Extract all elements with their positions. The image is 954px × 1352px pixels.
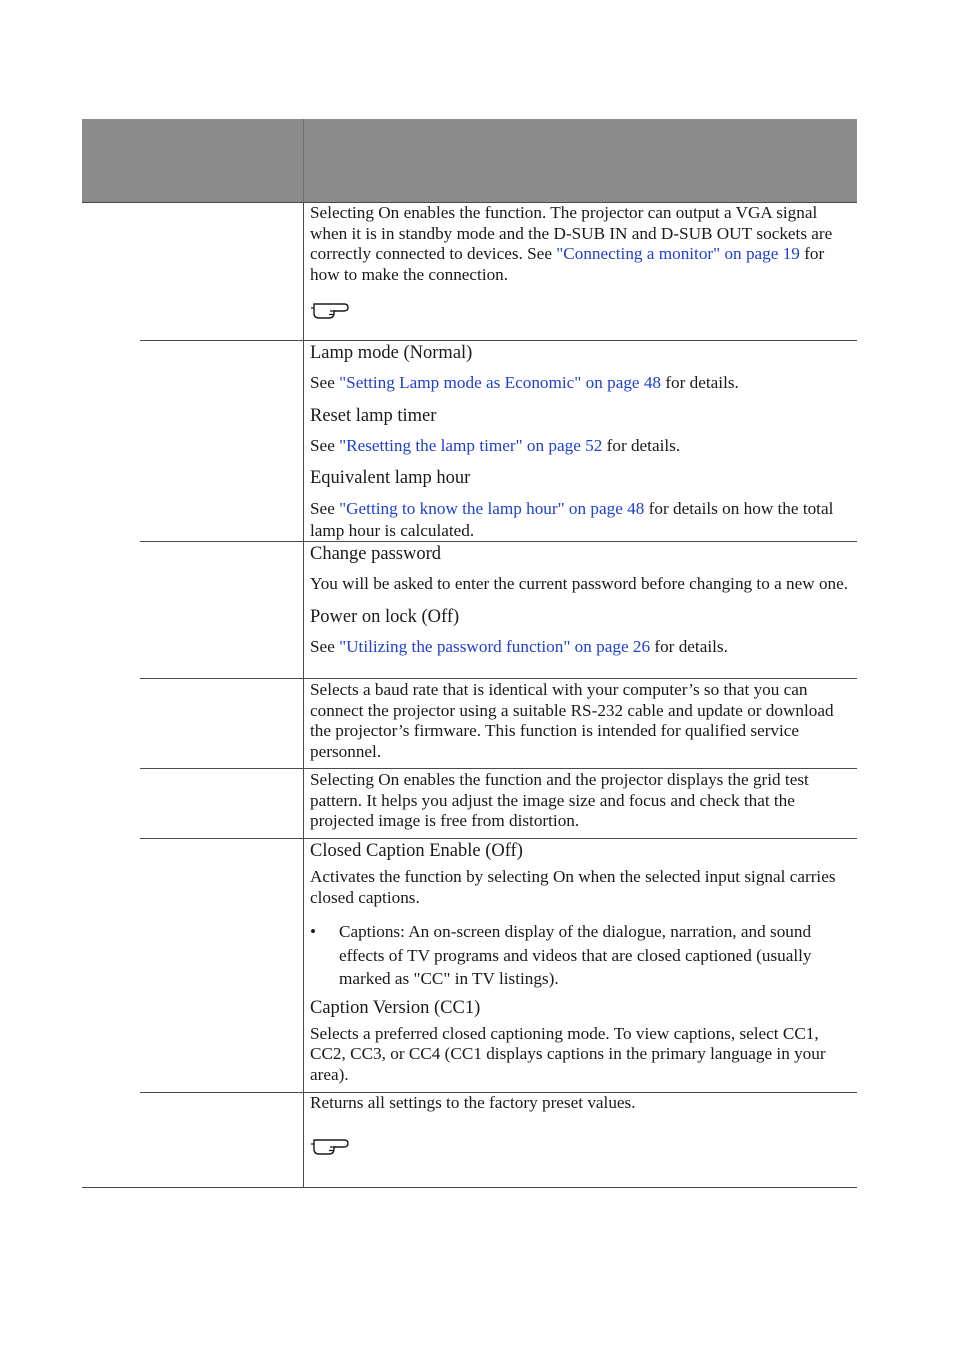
table-header <box>82 119 857 202</box>
power-on-lock-heading: Power on lock (Off) <box>310 606 460 627</box>
standby-output-text: Selecting On enables the function. The projector can output a VGA signal when it is in standby mode and the D-SUB IN and D-SUB OUT sockets are correctly connected to devices. See "Connecting a monitor" on page 19 for how to make the connection. <box>310 203 833 284</box>
bullet-mark: • <box>310 922 317 941</box>
test-pattern-description <box>310 770 852 832</box>
reset-lamp-timer-heading: Reset lamp timer <box>310 405 437 426</box>
password-function-link[interactable]: "Utilizing the password function" on page 26 <box>339 636 651 656</box>
table-bottom-rule <box>82 1187 857 1188</box>
equivalent-lamp-hour-heading: Equivalent lamp hour <box>310 468 471 488</box>
column-divider <box>303 202 304 1188</box>
on-value: On <box>552 867 574 886</box>
lamp-mode-heading: Lamp mode (Normal) <box>310 343 473 363</box>
table-header-function-column <box>82 119 304 202</box>
lamp-mode-text: See "Setting Lamp mode as Economic" on page 48 for details. <box>310 373 739 392</box>
reset-lamp-timer-text: See "Resetting the lamp timer" on page 52 for details. <box>310 435 681 455</box>
on-value: On <box>378 770 400 789</box>
reset-lamp-timer-link[interactable]: "Resetting the lamp timer" on page 52 <box>339 435 603 455</box>
baud-rate-text: Selects a baud rate that is identical with your computer’s so that you can connect the projector using a suitable RS-232 cable and update or download the projector’s firmware. This function is intended for qualified service personnel. <box>310 680 834 761</box>
captions-bullet-item <box>310 920 852 991</box>
lamp-mode-link[interactable]: "Setting Lamp mode as Economic" on page 48 <box>339 373 662 392</box>
closed-caption-description <box>310 840 852 1085</box>
lamp-settings-description <box>310 342 852 542</box>
power-on-lock-text: See "Utilizing the password function" on page 26 for details. <box>310 636 728 656</box>
row-rule <box>140 678 857 679</box>
caption-version-text: Selects a preferred closed captioning mode. To view captions, select CC1, CC2, CC3, or CC4 (CC1 displays captions in the primary language in your area). <box>310 1023 826 1084</box>
equivalent-lamp-hour-text: See "Getting to know the lamp hour" on page 48 for details on how the total lamp hour is calculated. <box>310 499 834 540</box>
change-password-heading: Change password <box>310 544 442 564</box>
change-password-text: You will be asked to enter the current password before changing to a new one. <box>310 574 849 593</box>
row-rule <box>140 340 857 341</box>
test-pattern-text: Selecting On enables the function and the projector displays the grid test pattern. It helps you adjust the image size and focus and check that the projected image is free from distortion. <box>310 770 809 830</box>
dsub-out-label: D-SUB OUT <box>660 223 753 243</box>
row-rule <box>140 768 857 769</box>
on-value: On <box>378 203 400 222</box>
note-hand-icon <box>310 1133 350 1157</box>
reset-all-description <box>310 1093 852 1157</box>
baud-rate-description <box>310 680 852 762</box>
closed-caption-enable-heading: Closed Caption Enable (Off) <box>310 841 523 861</box>
lamp-hour-link[interactable]: "Getting to know the lamp hour" on page 48 <box>339 499 645 518</box>
connecting-monitor-link[interactable]: "Connecting a monitor" on page 19 <box>556 244 800 263</box>
note-hand-icon <box>310 297 350 321</box>
closed-caption-enable-text: Activates the function by selecting On when the selected input signal carries closed captions. <box>310 867 836 907</box>
captions-bullet-text: Captions: An on-screen display of the dialogue, narration, and sound effects of TV programs and videos that are closed captioned (usually marked as "CC" in TV listings). <box>339 922 812 988</box>
caption-version-heading: Caption Version (CC1) <box>310 997 481 1018</box>
row-rule <box>140 838 857 839</box>
dsub-in-label: D-SUB IN <box>553 223 628 243</box>
reset-all-text: Returns all settings to the factory preset values. <box>310 1093 636 1112</box>
security-settings-description <box>310 543 852 657</box>
standby-output-description <box>310 203 852 321</box>
